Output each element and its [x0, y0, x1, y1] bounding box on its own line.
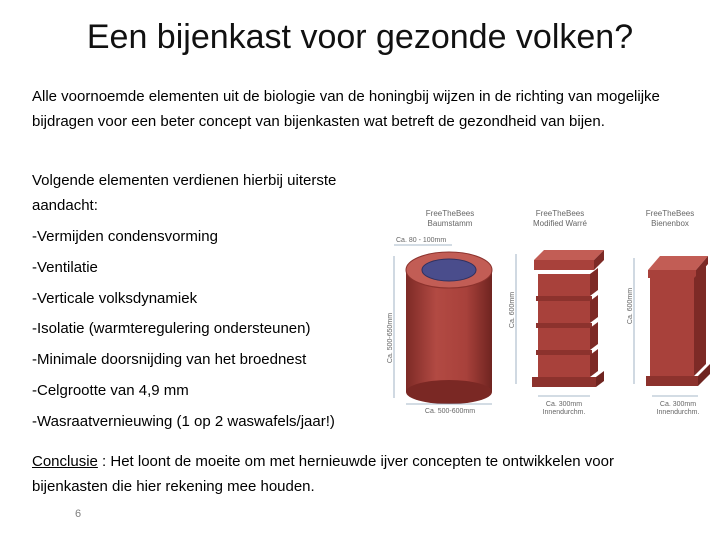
side-dimension: Ca. 600mm [627, 287, 634, 325]
conclusion-text: : Het loont de moeite om met hernieuwde ijver concepten te ontwikkelen voor bijenkasten die hier rekening mee houden. [32, 453, 614, 495]
box-body [650, 278, 694, 376]
hive-comparison-figure [380, 198, 710, 420]
list-item: -Vermijden condensvorming [32, 228, 218, 245]
side-dimension: Ca. 600mm [509, 291, 516, 329]
list-item: -Minimale doorsnijding van het broednest [32, 351, 307, 369]
hive-type: Modified Warré [533, 219, 587, 228]
slide-title: Een bijenkast voor gezonde volken? [86, 18, 634, 56]
hive-type: Bienenbox [651, 219, 689, 228]
bottom-dimension-note: Innendurchm. [656, 409, 700, 416]
hive-name: FreeTheBees [535, 209, 585, 218]
hive-illustration [380, 198, 710, 420]
hive-baumstamm [387, 209, 492, 415]
hive-type: Baumstamm [427, 219, 473, 228]
lead-paragraph: Volgende elementen verdienen hierbij uiterste aandacht: [32, 172, 337, 214]
list-item: -Isolatie (warmteregulering ondersteunen) [32, 320, 311, 338]
bottom-dimension-note: Innendurchm. [542, 409, 586, 416]
hive-bienenbox [627, 209, 710, 416]
warre-box-stack [532, 268, 604, 387]
list-item: -Celgrootte van 4,9 mm [32, 381, 189, 399]
cylinder-opening [422, 259, 476, 281]
element-list [32, 224, 335, 440]
conclusion-paragraph [32, 449, 692, 499]
list-item: -Ventilatie [32, 258, 98, 276]
side-dimension: Ca. 500-650mm [387, 312, 394, 364]
hive-name: FreeTheBees [645, 209, 695, 218]
hive-modified-warre [509, 209, 604, 416]
bottom-dimension: Ca. 300mm [659, 401, 697, 408]
top-dimension: Ca. 80 - 100mm [396, 237, 447, 244]
list-item: -Wasraatvernieuwing (1 op 2 waswafels/jaar!) [32, 412, 335, 430]
bottom-dimension: Ca. 500-600mm [424, 408, 476, 415]
list-item: -Verticale volksdynamiek [32, 289, 198, 307]
intro-paragraph: Alle voornoemde elementen uit de biologie van de honingbij wijzen in de richting van mogelijke bijdragen voor een beter concept van bijenkasten wat betreft de gezondheid van bijen. [32, 88, 660, 130]
bottom-dimension: Ca. 300mm [545, 401, 583, 408]
page-number: 6 [75, 508, 82, 520]
hive-name: FreeTheBees [425, 209, 475, 218]
conclusion-label: Conclusie [32, 453, 98, 470]
